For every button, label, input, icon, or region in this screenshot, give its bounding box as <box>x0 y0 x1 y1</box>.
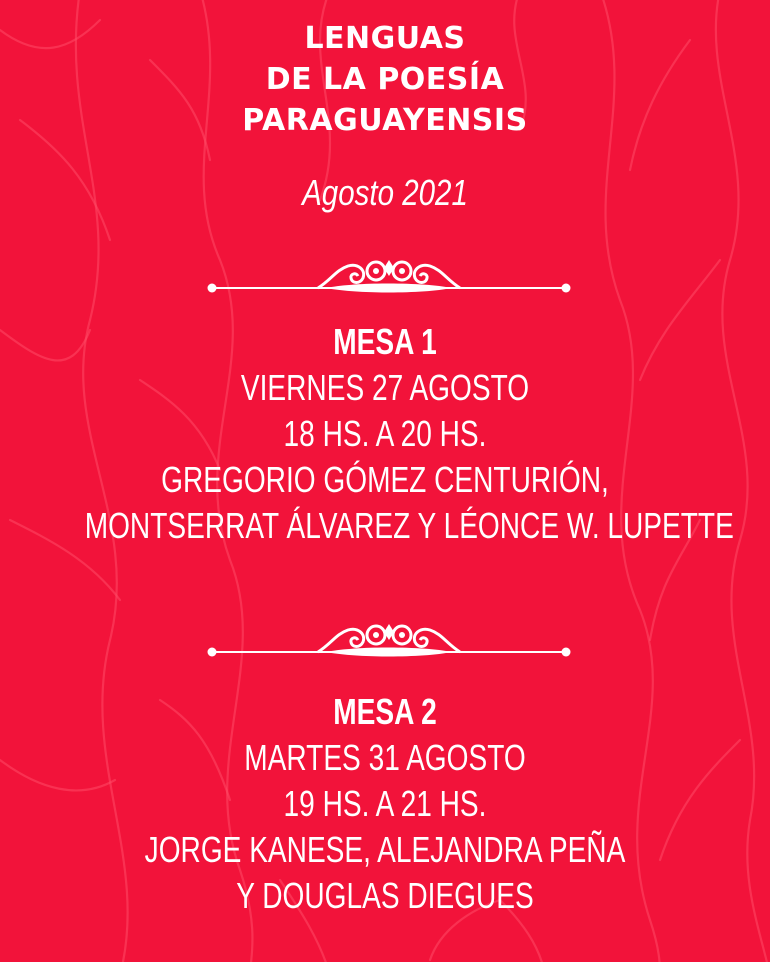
ornamental-divider-icon <box>206 620 572 666</box>
mesa-participants: JORGE KANESE, ALEJANDRA PEÑA <box>144 829 626 870</box>
poster-title <box>0 18 770 141</box>
mesa-heading: MESA 1 <box>333 321 437 362</box>
ornamental-divider-icon <box>206 256 572 302</box>
mesa-date: VIERNES 27 AGOSTO <box>240 367 530 408</box>
mesa-date: MARTES 31 AGOSTO <box>244 737 526 778</box>
mesa-time: 19 HS. A 21 HS. <box>283 783 487 824</box>
title-line: DE LA POESÍA <box>265 62 505 97</box>
title-line: LENGUAS <box>304 21 466 56</box>
mesa-participants: MONTSERRAT ÁLVAREZ Y LÉONCE W. LUPETTE <box>84 505 734 546</box>
mesa-2-block <box>85 689 686 919</box>
mesa-1-block <box>84 319 734 549</box>
mesa-time: 18 HS. A 20 HS. <box>283 413 487 454</box>
mesa-heading: MESA 2 <box>333 691 437 732</box>
mesa-participants: Y DOUGLAS DIEGUES <box>236 875 534 916</box>
mesa-participants: GREGORIO GÓMEZ CENTURIÓN, <box>161 459 609 500</box>
event-date: Agosto 2021 <box>302 172 468 213</box>
title-line: PARAGUAYENSIS <box>242 103 528 138</box>
